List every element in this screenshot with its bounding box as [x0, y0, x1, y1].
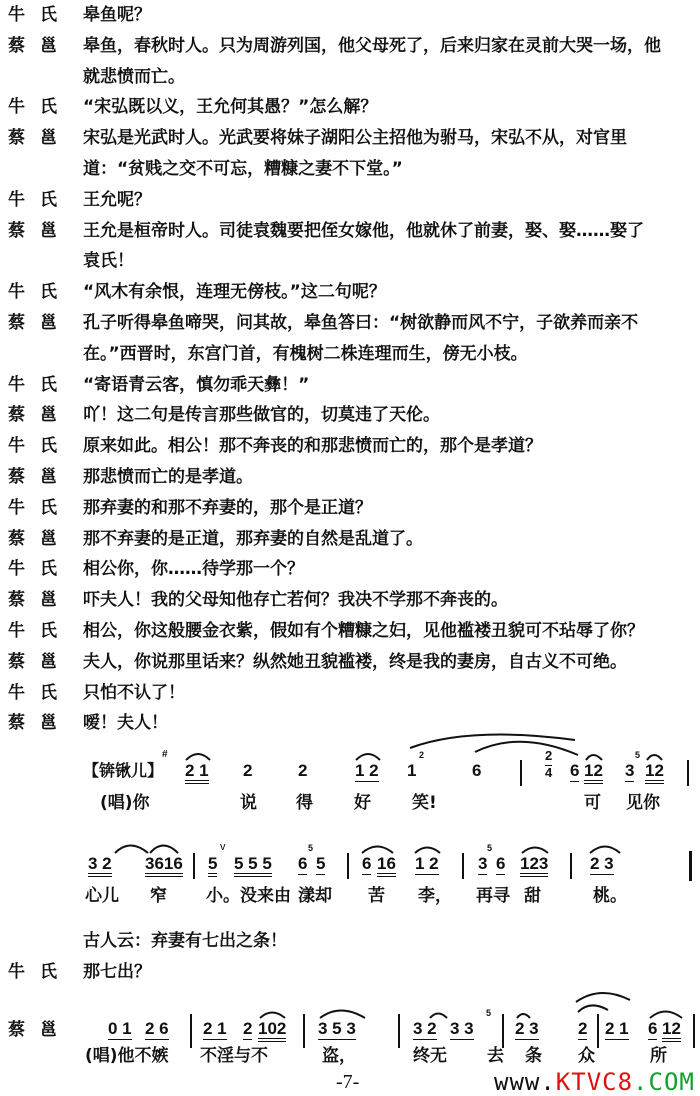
speaker-name: 牛	[8, 962, 25, 982]
speaker-name: 氏	[40, 436, 57, 456]
speaker-name: 牛	[8, 97, 25, 117]
lyric: 见你	[626, 793, 660, 813]
speaker-name: 蔡	[8, 313, 25, 333]
dialogue-text: 相公你，你……待学那一个？	[83, 559, 304, 579]
lyric: 李，	[418, 886, 452, 906]
dialogue-text: 宋弘是光武时人。光武要将妹子湖阳公主招他为驸马，宋弘不从，对官里	[83, 128, 627, 148]
barline	[502, 1014, 504, 1048]
dialogue-text: 吓夫人！我的父母知他存亡若何？我决不学那不奔丧的。	[83, 590, 508, 610]
note: 1 2	[415, 854, 439, 873]
end-barline	[689, 851, 692, 881]
note: 2	[578, 1019, 588, 1038]
watermark-brand: KTVC8	[555, 1068, 634, 1096]
dialogue-text: 原来如此。相公！那不奔丧的和那悲愤而亡的，那个是孝道？	[83, 436, 542, 456]
note: 16	[377, 855, 396, 877]
grace-note: 5	[486, 1008, 492, 1018]
lyric: 说	[240, 793, 257, 813]
grace-note: 5	[635, 750, 641, 760]
speaker-name: 邕	[40, 590, 57, 610]
note: 3 3	[450, 1019, 474, 1038]
note: 12	[662, 1020, 681, 1042]
speaker-name: 邕	[40, 128, 57, 148]
barline	[398, 1014, 400, 1048]
note: 3616	[145, 855, 183, 877]
dialogue-text: 那弃妻的和那不弃妻的，那个是正道？	[83, 498, 372, 518]
dialogue-text: “寄语青云客，慎勿乖天彝！”	[83, 375, 310, 395]
lyric: 可	[584, 793, 601, 813]
dialogue-text: 夫人，你说那里话来？纵然她丑貌褴褛，终是我的妻房，自古义不可绝。	[83, 652, 627, 672]
lyric: 终无	[413, 1046, 447, 1066]
speaker-name: 邕	[40, 529, 57, 549]
speaker-name: 牛	[8, 190, 25, 210]
speaker-name: 氏	[40, 190, 57, 210]
dialogue-text: 相公，你这般腰金衣紫，假如有个糟糠之妇，见他褴褛丑貌可不玷辱了你？	[83, 621, 644, 641]
note: 3	[625, 761, 635, 780]
lyric: (唱)你	[100, 793, 150, 813]
lyric: 好	[354, 793, 371, 813]
speaker-name: 氏	[40, 962, 57, 982]
note: 6	[362, 854, 372, 873]
speaker-name: 氏	[40, 97, 57, 117]
dialogue-text: 王允呢？	[83, 190, 151, 210]
lyric: 众	[578, 1046, 595, 1066]
dialogue-text: 袁氏！	[83, 251, 134, 271]
breath-mark: v	[220, 841, 226, 853]
dialogue-text: 王允是桓帝时人。司徒袁魏要把侄女嫁他，他就休了前妻，娶、娶……娶了	[83, 221, 644, 241]
watermark-suffix: .COM	[633, 1068, 695, 1096]
note: 2 1	[605, 1019, 629, 1038]
tune-name: 【锛锹儿】	[83, 761, 164, 780]
grace-note: 5	[487, 843, 493, 853]
dialogue-text: 孔子听得皋鱼啼哭，问其故，皋鱼答曰：“树欲静而风不宁，子欲养而亲不	[83, 313, 639, 333]
note: 3 2	[88, 855, 112, 877]
lyric: 漾却	[298, 886, 332, 906]
note: 2 1	[185, 762, 209, 784]
lyric: 再寻	[476, 886, 510, 906]
speaker-name: 氏	[40, 5, 57, 25]
note: 2 6	[145, 1019, 169, 1038]
speaker-name: 邕	[40, 1020, 57, 1040]
speaker-name: 蔡	[8, 713, 25, 733]
speaker-name: 邕	[40, 36, 57, 56]
speaker-name: 邕	[40, 713, 57, 733]
note: 3 2	[413, 1019, 437, 1038]
barline	[693, 1014, 695, 1048]
dialogue-text: 那不弃妻的是正道，那弃妻的自然是乱道了。	[83, 529, 423, 549]
speaker-name: 牛	[8, 498, 25, 518]
dialogue-text: 道：“贫贱之交不可忘，糟糠之妻不下堂。”	[83, 159, 403, 179]
speaker-name: 蔡	[8, 1020, 25, 1040]
barline	[193, 853, 195, 879]
dialogue-text: “风木有余恨，连理无傍枝。”这二句呢？	[83, 282, 386, 302]
time-sig-top: 2	[545, 748, 553, 763]
note: 2 3	[515, 1019, 539, 1038]
watermark	[494, 1070, 695, 1094]
note: 12	[645, 762, 664, 784]
speaker-name: 氏	[40, 375, 57, 395]
speaker-name: 蔡	[8, 652, 25, 672]
speaker-name: 蔡	[8, 221, 25, 241]
note: 6	[570, 761, 580, 780]
lyric: 甜	[524, 886, 541, 906]
lyric: 小。没来由	[206, 886, 291, 906]
speaker-name: 牛	[8, 683, 25, 703]
lyric: 去	[487, 1046, 504, 1066]
barline	[597, 1014, 599, 1048]
free-meter-mark: #	[162, 749, 168, 760]
barline	[190, 1014, 192, 1048]
barline	[687, 760, 689, 786]
lyric: 心儿	[85, 886, 119, 906]
speaker-name: 牛	[8, 559, 25, 579]
dialogue-text: “宋弘既以义，王允何其愚？”怎么解？	[83, 97, 378, 117]
note: 3 5 3	[318, 1019, 356, 1038]
speaker-name: 牛	[8, 5, 25, 25]
speaker-name: 氏	[40, 559, 57, 579]
note: 6	[648, 1019, 658, 1038]
speaker-name: 牛	[8, 282, 25, 302]
lyric: 窄	[150, 886, 167, 906]
note: 5 5 5	[234, 855, 272, 877]
speaker-name: 牛	[8, 375, 25, 395]
dialogue-text: 嗳！夫人！	[83, 713, 168, 733]
note: 5	[316, 854, 326, 873]
note: 2 1	[203, 1019, 227, 1038]
speaker-name: 蔡	[8, 36, 25, 56]
note: 123	[520, 855, 548, 877]
speaker-name: 蔡	[8, 405, 25, 425]
lyric: 不淫与不	[200, 1046, 268, 1066]
dialogue-text: 那七出？	[83, 962, 151, 982]
lyric: 苦	[368, 886, 385, 906]
lyric: 所	[650, 1046, 667, 1066]
speaker-name: 蔡	[8, 529, 25, 549]
dialogue-text: 那悲愤而亡的是孝道。	[83, 467, 253, 487]
speaker-name: 蔡	[8, 128, 25, 148]
note: 0 1	[108, 1019, 132, 1038]
speaker-name: 氏	[40, 683, 57, 703]
dialogue-text: 只怕不认了！	[83, 683, 185, 703]
speaker-name: 牛	[8, 436, 25, 456]
note: 1 2	[355, 761, 379, 780]
dialogue-text: 吖！这二句是传言那些做官的，切莫违了天伦。	[83, 405, 440, 425]
lyric: 笑!	[412, 793, 437, 813]
lyric: 盗，	[322, 1046, 356, 1066]
grace-note: 5	[308, 843, 314, 853]
barline	[520, 760, 522, 786]
note: 3	[478, 854, 488, 873]
grace-note: 2	[419, 750, 425, 760]
lyric: 条	[525, 1046, 542, 1066]
note: 2 3	[590, 854, 614, 873]
speaker-name: 邕	[40, 405, 57, 425]
dialogue-text: 皋鱼，春秋时人。只为周游列国，他父母死了，后来归家在灵前大哭一场，他	[83, 36, 661, 56]
page-number: -7-	[336, 1071, 360, 1093]
dialogue-text: 皋鱼呢？	[83, 5, 151, 25]
note: 12	[584, 762, 603, 784]
barline	[462, 853, 464, 879]
speaker-name: 邕	[40, 467, 57, 487]
note: 5	[208, 855, 217, 877]
note: 1	[407, 761, 417, 780]
lyric: 得	[296, 793, 313, 813]
speaker-name: 氏	[40, 621, 57, 641]
time-sig-bottom: 4	[545, 765, 553, 780]
speaker-name: 牛	[8, 621, 25, 641]
speaker-name: 蔡	[8, 590, 25, 610]
barline	[570, 853, 572, 879]
note: 2	[243, 761, 253, 780]
lyric: (唱)他不嫉	[85, 1046, 169, 1066]
barline	[303, 1014, 305, 1048]
note: 2	[243, 1019, 253, 1038]
speaker-name: 氏	[40, 498, 57, 518]
note: 2	[298, 761, 308, 780]
note: 102	[258, 1020, 286, 1042]
barline	[347, 853, 349, 879]
speaker-name: 邕	[40, 652, 57, 672]
watermark-prefix: www.	[494, 1068, 556, 1096]
lyric: 桃。	[593, 886, 627, 906]
note: 6	[472, 761, 482, 780]
dialogue-text: 古人云：弃妻有七出之条！	[83, 931, 287, 951]
note: 6	[496, 854, 506, 873]
speaker-name: 蔡	[8, 467, 25, 487]
speaker-name: 氏	[40, 282, 57, 302]
dialogue-text: 就悲愤而亡。	[83, 67, 185, 87]
note: 6	[298, 854, 308, 873]
speaker-name: 邕	[40, 313, 57, 333]
speaker-name: 邕	[40, 221, 57, 241]
dialogue-text: 在。”西晋时，东宫门首，有槐树二株连理而生，傍无小枝。	[83, 344, 528, 364]
